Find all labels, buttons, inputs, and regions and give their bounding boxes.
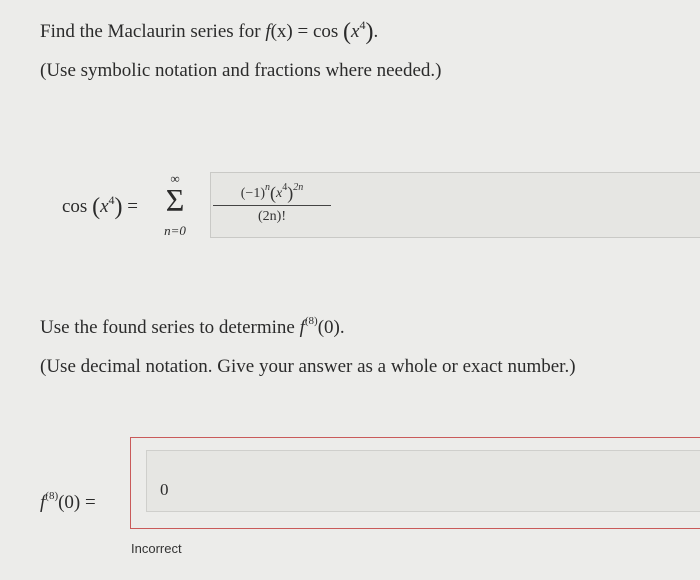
sum-upper-limit: ∞	[170, 171, 180, 186]
sum-lower-limit: n=0	[164, 223, 186, 238]
derivative-answer-value: 0	[160, 480, 169, 499]
sigma-icon: Σ	[165, 182, 185, 218]
instruction-decimal: (Use decimal notation. Give your answer as a whole or exact number.)	[40, 356, 576, 377]
instruction-symbolic: (Use symbolic notation and fractions where needed.)	[40, 60, 442, 81]
fraction-denominator: (2n)!	[258, 209, 286, 224]
series-term-fraction[interactable]	[213, 178, 331, 226]
status-incorrect: Incorrect	[131, 541, 182, 556]
question-maclaurin: Find the Maclaurin series for $f(x) = \cos (x^4)$.	[40, 18, 379, 45]
fraction-numerator: $(-1)^n(x^4)^{2n}$	[240, 182, 304, 203]
summation-symbol	[160, 172, 190, 242]
series-lhs: $\cos (x^4)$ =	[62, 193, 138, 220]
derivative-answer-label: $f^{(8)}(0)$ =	[40, 490, 96, 513]
derivative-answer-field[interactable]	[146, 450, 700, 512]
question-derivative: Use the found series to determine $f^{(8)}(0)$.	[40, 315, 345, 338]
fraction-bar	[213, 205, 331, 206]
